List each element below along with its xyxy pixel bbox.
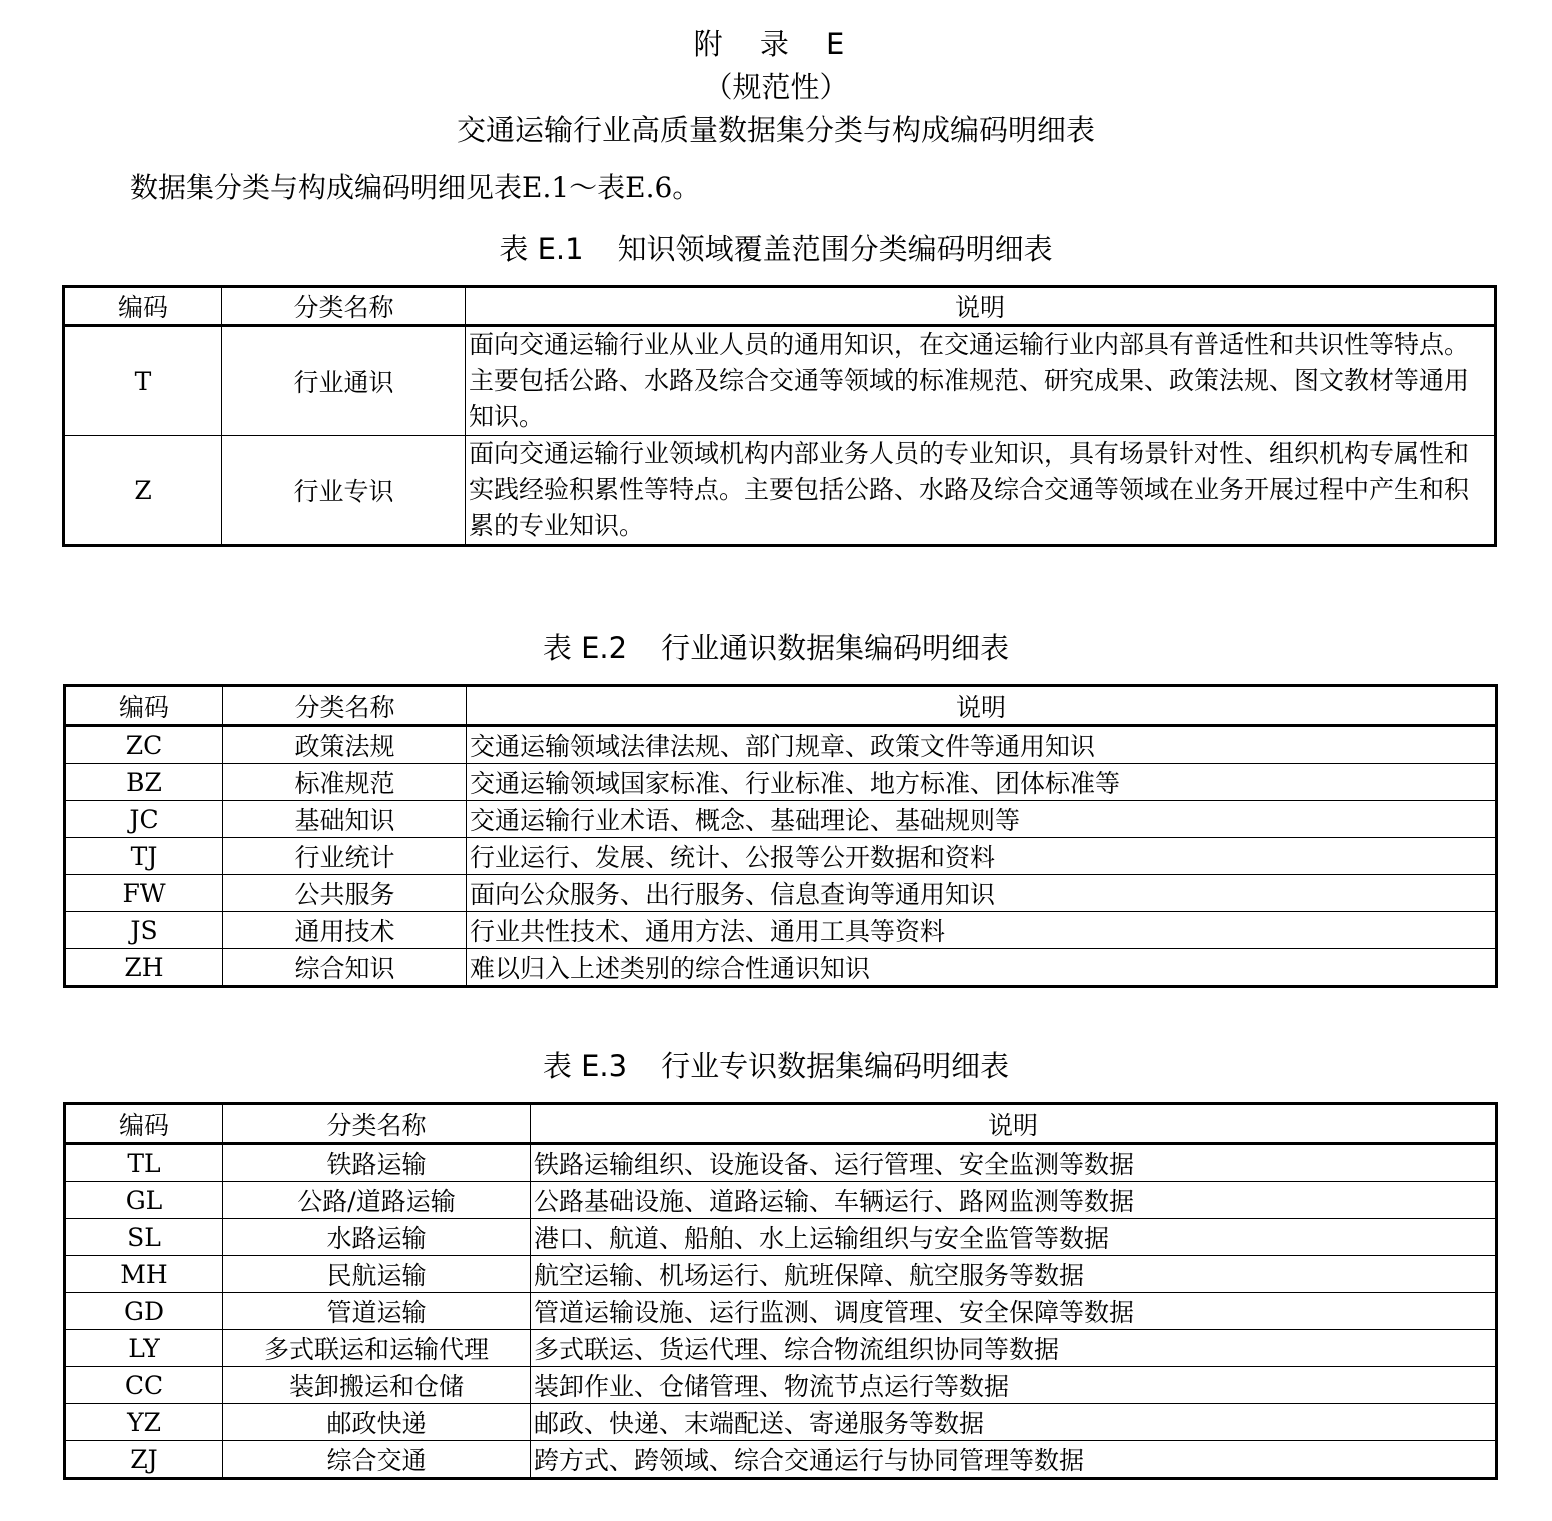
table2-number: 表 E.2 bbox=[542, 631, 628, 665]
cell-name: 铁路运输 bbox=[223, 1144, 531, 1182]
cell-desc: 装卸作业、仓储管理、物流节点运行等数据 bbox=[531, 1367, 1497, 1404]
header-code: 编码 bbox=[64, 287, 222, 326]
header-name: 分类名称 bbox=[223, 1104, 531, 1144]
table2-header-row bbox=[65, 686, 1497, 726]
cell-desc: 面向交通运输行业从业人员的通用知识，在交通运输行业内部具有普适性和共识性等特点。主要包括公路、水路及综合交通等领域的标准规范、研究成果、政策法规、图文教材等通用知识。 bbox=[466, 326, 1496, 436]
table-row bbox=[65, 949, 1497, 987]
table3-caption bbox=[0, 1044, 1552, 1085]
cell-code: MH bbox=[65, 1256, 223, 1293]
table-row bbox=[65, 1404, 1497, 1441]
cell-desc: 管道运输设施、运行监测、调度管理、安全保障等数据 bbox=[531, 1293, 1497, 1330]
cell-name: 标准规范 bbox=[223, 764, 467, 801]
header-desc: 说明 bbox=[467, 686, 1497, 726]
cell-desc: 交通运输行业术语、概念、基础理论、基础规则等 bbox=[467, 801, 1497, 838]
cell-code: FW bbox=[65, 875, 223, 912]
table-row bbox=[65, 1441, 1497, 1479]
cell-desc: 面向公众服务、出行服务、信息查询等通用知识 bbox=[467, 875, 1497, 912]
cell-name: 公共服务 bbox=[223, 875, 467, 912]
cell-desc: 行业运行、发展、统计、公报等公开数据和资料 bbox=[467, 838, 1497, 875]
header-code: 编码 bbox=[65, 1104, 223, 1144]
appendix-title: 交通运输行业高质量数据集分类与构成编码明细表 bbox=[456, 113, 1095, 147]
cell-code: ZH bbox=[65, 949, 223, 987]
cell-name: 管道运输 bbox=[223, 1293, 531, 1330]
cell-code: SL bbox=[65, 1219, 223, 1256]
cell-name: 多式联运和运输代理 bbox=[223, 1330, 531, 1367]
table1 bbox=[62, 285, 1497, 547]
cell-name: 行业专识 bbox=[222, 436, 466, 546]
cell-name: 通用技术 bbox=[223, 912, 467, 949]
cell-desc: 航空运输、机场运行、航班保障、航空服务等数据 bbox=[531, 1256, 1497, 1293]
cell-code: GD bbox=[65, 1293, 223, 1330]
cell-name: 装卸搬运和仓储 bbox=[223, 1367, 531, 1404]
table-row bbox=[65, 1330, 1497, 1367]
cell-name: 综合交通 bbox=[223, 1441, 531, 1479]
table-row bbox=[65, 1256, 1497, 1293]
cell-desc: 多式联运、货运代理、综合物流组织协同等数据 bbox=[531, 1330, 1497, 1367]
cell-desc: 交通运输领域国家标准、行业标准、地方标准、团体标准等 bbox=[467, 764, 1497, 801]
cell-code: TJ bbox=[65, 838, 223, 875]
cell-name: 综合知识 bbox=[223, 949, 467, 987]
table1-number: 表 E.1 bbox=[499, 232, 584, 266]
cell-code: CC bbox=[65, 1367, 223, 1404]
table-row bbox=[65, 726, 1497, 764]
table3-name: 行业专识数据集编码明细表 bbox=[661, 1049, 1010, 1083]
header-name: 分类名称 bbox=[222, 287, 466, 326]
cell-desc: 跨方式、跨领域、综合交通运行与协同管理等数据 bbox=[531, 1441, 1497, 1479]
header-desc: 说明 bbox=[531, 1104, 1497, 1144]
table-row bbox=[65, 1182, 1497, 1219]
cell-code: ZC bbox=[65, 726, 223, 764]
cell-desc: 交通运输领域法律法规、部门规章、政策文件等通用知识 bbox=[467, 726, 1497, 764]
cell-name: 基础知识 bbox=[223, 801, 467, 838]
table3-header-row bbox=[65, 1104, 1497, 1144]
cell-code: TL bbox=[65, 1144, 223, 1182]
cell-code: BZ bbox=[65, 764, 223, 801]
appendix-type: （规范性） bbox=[703, 70, 849, 104]
cell-name: 行业通识 bbox=[222, 326, 466, 436]
cell-name: 政策法规 bbox=[223, 726, 467, 764]
cell-desc: 难以归入上述类别的综合性通识知识 bbox=[467, 949, 1497, 987]
cell-code: LY bbox=[65, 1330, 223, 1367]
cell-desc: 铁路运输组织、设施设备、运行管理、安全监测等数据 bbox=[531, 1144, 1497, 1182]
intro-paragraph: 数据集分类与构成编码明细见表E.1～表E.6。 bbox=[130, 171, 701, 204]
cell-name: 公路/道路运输 bbox=[223, 1182, 531, 1219]
header-code: 编码 bbox=[65, 686, 223, 726]
table1-name: 知识领域覆盖范围分类编码明细表 bbox=[617, 232, 1053, 266]
cell-desc: 公路基础设施、道路运输、车辆运行、路网监测等数据 bbox=[531, 1182, 1497, 1219]
appendix-label: 附 录 E bbox=[693, 27, 859, 61]
cell-code: Z bbox=[64, 436, 222, 546]
table-row bbox=[65, 838, 1497, 875]
table-row bbox=[65, 912, 1497, 949]
table-row bbox=[65, 875, 1497, 912]
cell-desc: 行业共性技术、通用方法、通用工具等资料 bbox=[467, 912, 1497, 949]
table-row bbox=[65, 1367, 1497, 1404]
table3 bbox=[63, 1102, 1498, 1480]
header-desc: 说明 bbox=[466, 287, 1496, 326]
cell-code: T bbox=[64, 326, 222, 436]
cell-code: YZ bbox=[65, 1404, 223, 1441]
cell-name: 民航运输 bbox=[223, 1256, 531, 1293]
table-row bbox=[65, 1144, 1497, 1182]
cell-code: JS bbox=[65, 912, 223, 949]
cell-name: 行业统计 bbox=[223, 838, 467, 875]
table-row bbox=[64, 326, 1496, 436]
table2 bbox=[63, 684, 1498, 988]
table1-caption bbox=[0, 227, 1552, 268]
table1-header-row bbox=[64, 287, 1496, 326]
table-row bbox=[64, 436, 1496, 546]
header-name: 分类名称 bbox=[223, 686, 467, 726]
table2-caption bbox=[0, 626, 1552, 667]
table2-name: 行业通识数据集编码明细表 bbox=[661, 631, 1010, 665]
table-row bbox=[65, 764, 1497, 801]
cell-code: GL bbox=[65, 1182, 223, 1219]
cell-desc: 邮政、快递、末端配送、寄递服务等数据 bbox=[531, 1404, 1497, 1441]
cell-code: JC bbox=[65, 801, 223, 838]
cell-desc: 港口、航道、船舶、水上运输组织与安全监管等数据 bbox=[531, 1219, 1497, 1256]
table-row bbox=[65, 1293, 1497, 1330]
table-row bbox=[65, 1219, 1497, 1256]
cell-name: 邮政快递 bbox=[223, 1404, 531, 1441]
cell-desc: 面向交通运输行业领域机构内部业务人员的专业知识，具有场景针对性、组织机构专属性和实践经验积累性等特点。主要包括公路、水路及综合交通等领域在业务开展过程中产生和积累的专业知识。 bbox=[466, 436, 1496, 546]
table-row bbox=[65, 801, 1497, 838]
cell-code: ZJ bbox=[65, 1441, 223, 1479]
cell-name: 水路运输 bbox=[223, 1219, 531, 1256]
table3-number: 表 E.3 bbox=[542, 1049, 628, 1083]
